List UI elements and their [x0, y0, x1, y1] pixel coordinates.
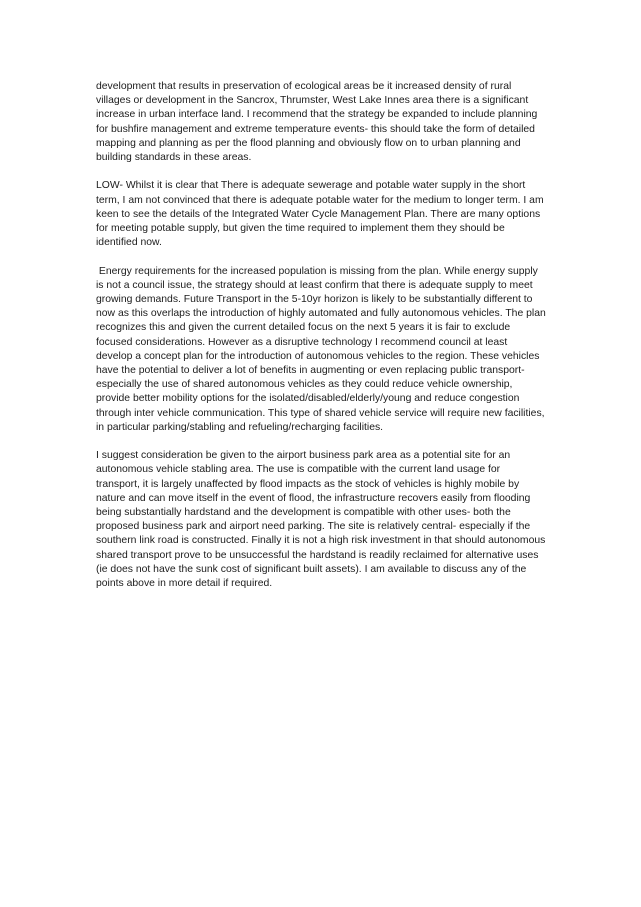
paragraph-energy-transport: Energy requirements for the increased population is missing from the plan. While energy supply is not a council issue, the strategy should at least confirm that there is adequate supply to meet growing demands. Future Transport in the 5-10yr horizon is likely to be substantially different to now as this overlaps the introduction of highly automated and fully autonomous vehicles. The plan recognizes this and given the current detailed focus on the next 5 years it is fair to exclude focused considerations. However as a disruptive technology I recommend council at least develop a concept plan for the introduction of autonomous vehicles to the region. These vehicles have the potential to deliver a lot of benefits in augmenting or even replacing public transport- especially the use of shared autonomous vehicles as they could reduce vehicle ownership, provide better mobility options for the isolated/disabled/elderly/young and reduce congestion through inter vehicle communication. This type of shared vehicle service will require new facilities, in particular parking/stabling and refueling/recharging facilities.	[96, 265, 549, 433]
paragraph-airport-stabling: I suggest consideration be given to the airport business park area as a potential site for an autonomous vehicle stabling area. The use is compatible with the current land usage for transport, it is largely unaffected by flood impacts as the stock of vehicles is highly mobile by nature and can move itself in the event of flood, the infrastructure recovers easily from flooding being substantially hardstand and the development is compatible with other uses- both the proposed business park and airport need parking. The site is relatively central- especially if the southern link road is constructed. Finally it is not a high risk investment in that should autonomous shared transport prove to be unsuccessful the hardstand is readily reclaimed for alternative uses (ie does not have the sunk cost of significant built assets). I am available to discuss any of the points above in more detail if required.	[96, 450, 549, 590]
paragraph-water-supply: LOW- Whilst it is clear that There is adequate sewerage and potable water supply in the short term, I am not convinced that there is adequate potable water for the medium to longer term. I am keen to see the details of the Integrated Water Cycle Management Plan. There are many options for meeting potable supply, but given the time required to implement them they should be identified now.	[96, 180, 547, 249]
paragraph-ecological-development: development that results in preservation of ecological areas be it increased density of rural villages or development in the Sancrox, Thrumster, West Lake Innes area there is a significant increase in urban interface land. I recommend that the strategy be expanded to include planning for bushfire management and extreme temperature events- this should take the form of detailed mapping and planning as per the flood planning and obviously flow on to urban planning and building standards in these areas.	[96, 81, 541, 164]
document-body	[96, 80, 549, 605]
